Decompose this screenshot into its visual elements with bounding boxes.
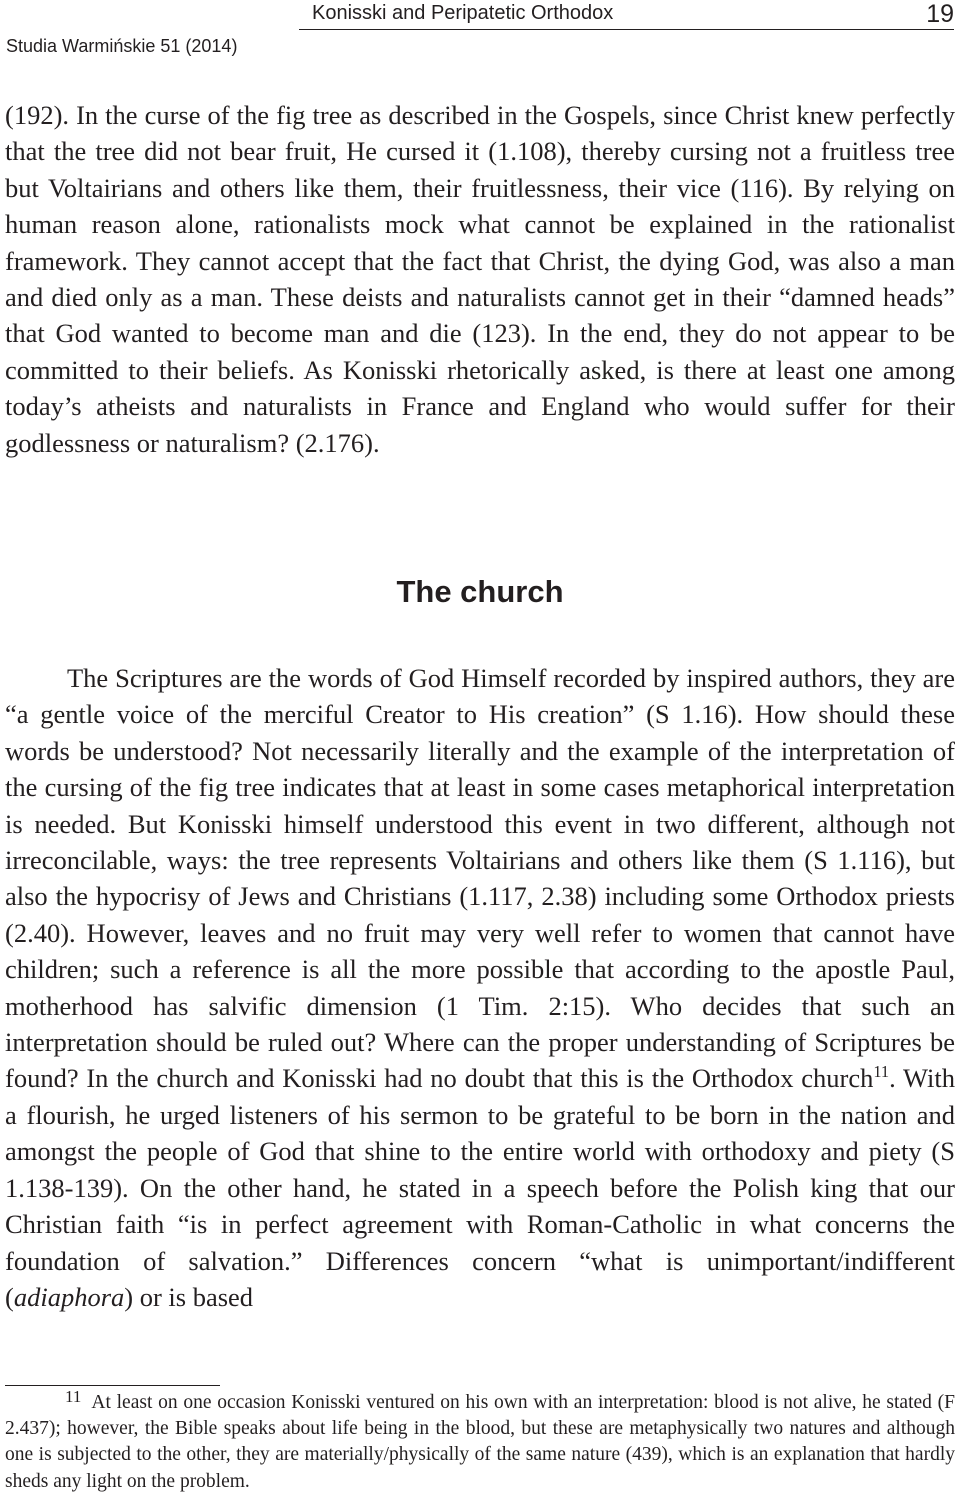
paragraph-2	[5, 660, 955, 1315]
paragraph-2-text-b: . With a flourish, he urged listeners of his sermon to be grateful to be born in the nation and amongst the people of God that shine to the entire world with orthodoxy and piety (S 1.138-139). On the other hand, he stated in a speech before the Polish king that our Christian faith “is in perfect agreement with Roman-Catholic in what concerns the foundation of salvation.” Differences concern “what is unimportant/indifferent (	[5, 1063, 955, 1312]
footnote-number: 11	[65, 1387, 82, 1406]
journal-citation: Studia Warmińskie 51 (2014)	[6, 36, 238, 56]
header-rule	[299, 29, 954, 30]
section-heading: The church	[396, 574, 564, 609]
footnote-text: At least on one occasion Konisski ventured on his own with an interpretation: blood is not alive, he stated (F 2.437); however, the Bible speaks about life being in the blood, but these are metaphysically two natures and although one is subjected to the other, they are materially/physically of the same nature (439), which is an explanation that hardly sheds any light on the problem.	[5, 1392, 955, 1492]
paragraph-2-text-c: ) or is based	[124, 1281, 254, 1312]
running-title: Konisski and Peripatetic Orthodox	[312, 2, 614, 24]
page-number: 19	[926, 0, 954, 28]
italic-term: adiaphora	[13, 1281, 125, 1312]
footnote-reference: 11	[873, 1062, 890, 1082]
paragraph-1: (192). In the curse of the fig tree as described in the Gospels, since Christ knew perfectly that the tree did not bear fruit, He cursed it (1.108), thereby cursing not a fruitless tree but Voltairians and others like them, their fruitlessness, their vice (116). By relying on human reason alone, rationalists mock what cannot be explained in the rationalist framework. They cannot accept that the fact that Christ, the dying God, was also a man and died only as a man. These deists and naturalists cannot get in their “damned heads” that God wanted to become man and die (123). In the end, they do not appear to be committed to their beliefs. As Konisski rhetorically asked, is there at least one among today’s atheists and naturalists in France and England who would suffer for their godlessness or naturalism? (2.176).	[5, 100, 955, 458]
page-header	[6, 0, 954, 26]
footnote-rule	[5, 1385, 220, 1386]
footnote	[5, 1387, 955, 1495]
paragraph-2-text-a: The Scriptures are the words of God Himself recorded by inspired authors, they are “a gentle voice of the merciful Creator to His creation” (S 1.16). How should these words be understood? Not necessarily literally and the example of the interpretation of the cursing of the fig tree indicates that at least in some cases metaphorical interpretation is needed. But Konisski himself understood this event in two different, although not irreconcilable, ways: the tree represents Voltairians and others like them (S 1.116), but also the hypocrisy of Jews and Christians (1.117, 2.38) including some Orthodox priests (2.40). However, leaves and no fruit may very well refer to women that cannot have children; such a reference is all the more possible that according to the apostle Paul, motherhood has salvific dimension (1 Tim. 2:15). Who decides that such an interpretation should be ruled out? Where can the proper understanding of Scriptures be found? In the church and Konisski had no doubt that this is the Orthodox church	[5, 663, 955, 1094]
